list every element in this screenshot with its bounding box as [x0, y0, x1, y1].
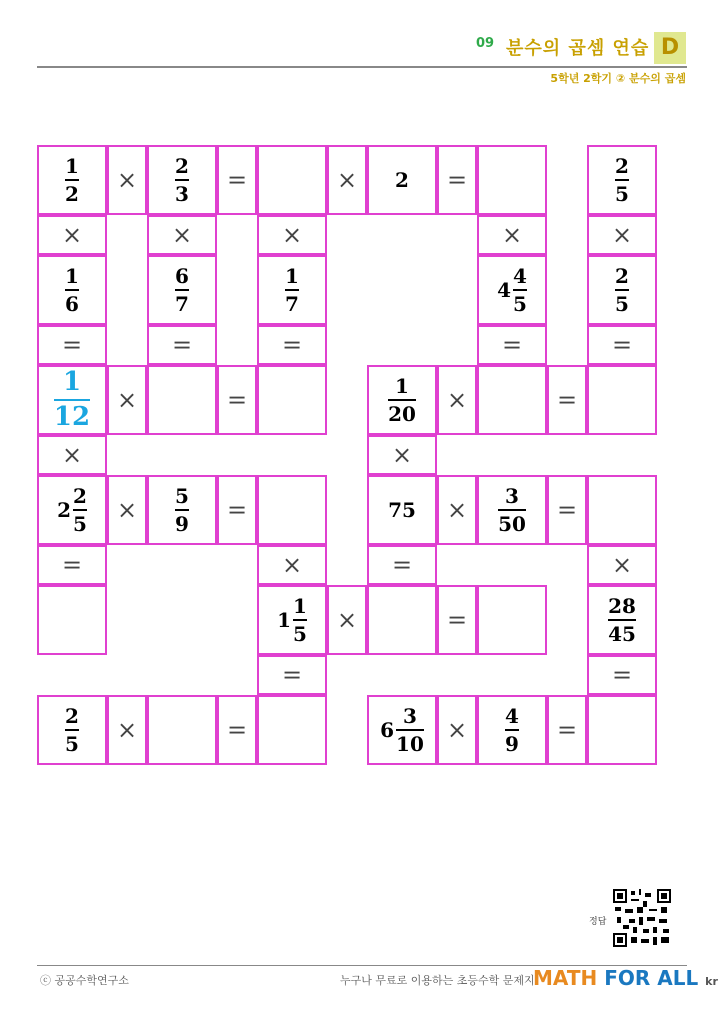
grid-cell-r7c7	[367, 475, 437, 545]
denominator: 45	[608, 622, 636, 646]
times-sign-r2c1: ×	[37, 215, 107, 255]
equals-sign-r1c4: =	[217, 145, 257, 215]
whole-part: 1	[277, 608, 291, 632]
numerator: 1	[65, 264, 79, 288]
denominator: 9	[505, 732, 519, 756]
times-sign-r5c8: ×	[437, 365, 477, 435]
fraction-bar	[513, 289, 527, 291]
numerator: 1	[285, 264, 299, 288]
grid-cell-r7c1	[37, 475, 107, 545]
denominator: 5	[65, 732, 79, 756]
grid-cell-r5c3[interactable]	[147, 365, 217, 435]
grid-cell-r3c11	[587, 255, 657, 325]
numerator: 2	[73, 484, 87, 508]
denominator: 5	[513, 292, 527, 316]
fraction	[615, 265, 629, 315]
fraction	[396, 705, 424, 755]
grid-cell-r5c11[interactable]	[587, 365, 657, 435]
numerator: 2	[65, 704, 79, 728]
equals-sign-r11c4: =	[217, 695, 257, 765]
equals-sign-r9c8: =	[437, 585, 477, 655]
worksheet-title: 분수의 곱셈 연습	[506, 38, 650, 59]
qr-code-icon[interactable]	[613, 889, 671, 947]
times-sign-r9c6: ×	[327, 585, 367, 655]
fraction	[175, 155, 189, 205]
fraction	[388, 375, 416, 425]
fraction-bar	[615, 179, 629, 181]
denominator: 10	[396, 732, 424, 756]
numerator: 2	[175, 154, 189, 178]
denominator: 5	[615, 292, 629, 316]
equals-sign-r4c1: =	[37, 325, 107, 365]
grid-cell-r11c9	[477, 695, 547, 765]
denominator: 12	[53, 402, 91, 432]
fraction-bar	[498, 509, 526, 511]
grid-cell-r3c9	[477, 255, 547, 325]
grid-cell-r1c7	[367, 145, 437, 215]
fraction	[65, 155, 79, 205]
logo-math: MATH	[533, 966, 598, 990]
numerator: 5	[175, 484, 189, 508]
fraction-bar	[175, 289, 189, 291]
mixed-number	[57, 485, 87, 535]
fraction-bar	[175, 179, 189, 181]
grid-cell-r5c1	[37, 365, 107, 435]
grid-cell-r11c11[interactable]	[587, 695, 657, 765]
denominator: 5	[73, 512, 87, 536]
worksheet-number: 09	[476, 36, 495, 51]
times-sign-r2c9: ×	[477, 215, 547, 255]
grid-cell-r11c3[interactable]	[147, 695, 217, 765]
fraction	[608, 595, 636, 645]
mixed-number	[615, 155, 629, 205]
times-sign-r7c8: ×	[437, 475, 477, 545]
times-sign-r1c6: ×	[327, 145, 367, 215]
fraction-bar	[285, 289, 299, 291]
fraction	[285, 265, 299, 315]
grid-cell-r1c1	[37, 145, 107, 215]
cell-value: 75	[388, 498, 416, 522]
mixed-number	[497, 265, 527, 315]
mixed-number	[277, 595, 307, 645]
grid-cell-r11c1	[37, 695, 107, 765]
equals-sign-r10c11: =	[587, 655, 657, 695]
mixed-number	[505, 705, 519, 755]
denominator: 9	[175, 512, 189, 536]
times-sign-r2c3: ×	[147, 215, 217, 255]
numerator: 1	[65, 154, 79, 178]
fraction-bar	[73, 509, 87, 511]
equals-sign-r10c5: =	[257, 655, 327, 695]
grid-cell-r5c7	[367, 365, 437, 435]
fraction-bar	[615, 289, 629, 291]
answer-label: 정답	[589, 917, 607, 927]
mixed-number	[65, 705, 79, 755]
times-sign-r11c2: ×	[107, 695, 147, 765]
times-sign-r11c8: ×	[437, 695, 477, 765]
fraction-bar	[608, 619, 636, 621]
mixed-number	[388, 375, 416, 425]
times-sign-r6c7: ×	[367, 435, 437, 475]
equals-sign-r5c10: =	[547, 365, 587, 435]
fraction-bar	[388, 399, 416, 401]
grid-cell-r5c5[interactable]	[257, 365, 327, 435]
grid-cell-r9c1[interactable]	[37, 585, 107, 655]
grid-cell-r1c5[interactable]	[257, 145, 327, 215]
grid-cell-r9c9[interactable]	[477, 585, 547, 655]
equals-sign-r8c1: =	[37, 545, 107, 585]
grid-cell-r5c9[interactable]	[477, 365, 547, 435]
numerator: 6	[175, 264, 189, 288]
fraction-bar	[396, 729, 424, 731]
equals-sign-r4c9: =	[477, 325, 547, 365]
times-sign-r1c2: ×	[107, 145, 147, 215]
grid-cell-r9c7[interactable]	[367, 585, 437, 655]
grid-cell-r9c11	[587, 585, 657, 655]
grid-cell-r9c5	[257, 585, 327, 655]
fraction	[65, 705, 79, 755]
equals-sign-r7c10: =	[547, 475, 587, 545]
numerator: 3	[402, 704, 417, 728]
whole-part: 4	[497, 278, 511, 302]
fraction	[175, 485, 189, 535]
times-sign-r8c11: ×	[587, 545, 657, 585]
fraction-bar	[54, 399, 90, 401]
footer-copyright: ⓒ 공공수학연구소	[40, 974, 129, 987]
denominator: 7	[175, 292, 189, 316]
equals-sign-r11c10: =	[547, 695, 587, 765]
grid-cell-r11c7	[367, 695, 437, 765]
fraction-bar	[175, 509, 189, 511]
fraction-bar	[505, 729, 519, 731]
numerator: 1	[293, 594, 307, 618]
times-sign-r8c5: ×	[257, 545, 327, 585]
grid-cell-r7c5[interactable]	[257, 475, 327, 545]
fraction-bar	[293, 619, 307, 621]
fraction	[73, 485, 87, 535]
fraction	[498, 485, 526, 535]
mixed-number	[380, 705, 424, 755]
fraction	[513, 265, 527, 315]
fraction	[65, 265, 79, 315]
grid-cell-r7c9	[477, 475, 547, 545]
times-sign-r2c11: ×	[587, 215, 657, 255]
mixed-number	[65, 265, 79, 315]
numerator: 1	[395, 374, 409, 398]
mixed-number	[65, 155, 79, 205]
numerator: 2	[615, 264, 629, 288]
mixed-number	[285, 265, 299, 315]
mixed-number	[608, 595, 636, 645]
equals-sign-r4c5: =	[257, 325, 327, 365]
numerator: 4	[513, 264, 527, 288]
denominator: 20	[388, 402, 416, 426]
mixed-number	[175, 485, 189, 535]
fraction	[615, 155, 629, 205]
times-sign-r7c2: ×	[107, 475, 147, 545]
equals-sign-r1c8: =	[437, 145, 477, 215]
times-sign-r5c2: ×	[107, 365, 147, 435]
numerator: 4	[505, 704, 519, 728]
numerator: 3	[505, 484, 519, 508]
footer-tagline: 누구나 무료로 이용하는 초등수학 문제지	[340, 974, 535, 987]
numerator: 2	[615, 154, 629, 178]
fraction-bar	[65, 729, 79, 731]
times-sign-r2c5: ×	[257, 215, 327, 255]
grid-cell-r1c3	[147, 145, 217, 215]
grid-cell-r1c9[interactable]	[477, 145, 547, 215]
times-sign-r6c1: ×	[37, 435, 107, 475]
numerator: 28	[608, 594, 636, 618]
whole-part: 2	[57, 498, 71, 522]
mixed-number	[175, 155, 189, 205]
logo-forall: FOR ALL	[604, 966, 699, 990]
denominator: 7	[285, 292, 299, 316]
cell-value: 2	[395, 168, 409, 192]
mixed-number	[175, 265, 189, 315]
denominator: 5	[293, 622, 307, 646]
level-badge: D	[654, 32, 686, 64]
grid-cell-r3c3	[147, 255, 217, 325]
grid-cell-r1c11	[587, 145, 657, 215]
equals-sign-r5c4: =	[217, 365, 257, 435]
denominator: 6	[65, 292, 79, 316]
grid-cell-r7c11[interactable]	[587, 475, 657, 545]
logo-kr: kr	[705, 975, 718, 988]
mixed-number	[498, 485, 526, 535]
fraction	[505, 705, 519, 755]
worksheet-subtitle: 5학년 2학기 ② 분수의 곱셈	[550, 72, 686, 85]
fraction	[175, 265, 189, 315]
fraction-bar	[65, 179, 79, 181]
brand-logo	[533, 966, 718, 990]
grid-cell-r3c1	[37, 255, 107, 325]
denominator: 5	[615, 182, 629, 206]
denominator: 2	[65, 182, 79, 206]
equals-sign-r8c7: =	[367, 545, 437, 585]
mixed-number	[615, 265, 629, 315]
equals-sign-r7c4: =	[217, 475, 257, 545]
whole-part: 6	[380, 718, 395, 742]
fraction	[54, 368, 90, 431]
grid-cell-r7c3	[147, 475, 217, 545]
equals-sign-r4c11: =	[587, 325, 657, 365]
grid-cell-r11c5[interactable]	[257, 695, 327, 765]
denominator: 3	[175, 182, 189, 206]
equals-sign-r4c3: =	[147, 325, 217, 365]
fraction	[293, 595, 307, 645]
grid-cell-r3c5	[257, 255, 327, 325]
fraction-bar	[65, 289, 79, 291]
numerator: 1	[62, 367, 82, 398]
mixed-number	[54, 368, 90, 431]
denominator: 50	[498, 512, 526, 536]
